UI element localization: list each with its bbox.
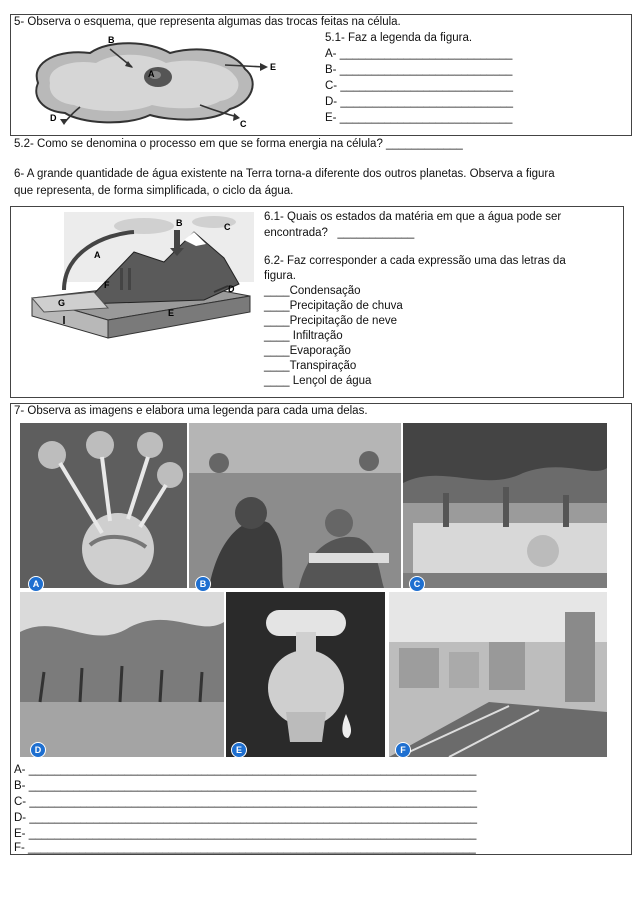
q7-answer-e[interactable]: E- ______________________________________________________________________ (14, 828, 477, 840)
q6-item-lencol[interactable]: ____ Lençol de água (264, 375, 372, 387)
image-d-trees-wind (20, 592, 224, 757)
q6-item-neve[interactable]: ____Precipitação de neve (264, 315, 397, 327)
cell-letter-a: A (148, 69, 155, 79)
q6-1-line1: 6.1- Quais os estados da matéria em que a água pode ser (264, 211, 562, 223)
image-a-badge: A (28, 576, 44, 592)
q6-intro-line2: que representa, de forma simplificada, o ciclo da água. (14, 185, 294, 197)
cell-letter-b: B (108, 35, 115, 45)
image-b-people-table (189, 423, 401, 588)
image-c-factories (403, 423, 607, 588)
water-cycle-diagram (24, 212, 256, 342)
cycle-letter-f: F (104, 280, 110, 290)
q7-answer-c[interactable]: C- ______________________________________________________________________ (14, 796, 478, 808)
q6-item-evaporacao[interactable]: ____Evaporação (264, 345, 351, 357)
image-f-badge: F (395, 742, 411, 758)
image-e-earth-tap (226, 592, 385, 757)
q5-1-title: 5.1- Faz a legenda da figura. (325, 32, 473, 44)
q5-legend-b[interactable]: B- ___________________________ (325, 64, 513, 76)
image-a-polluted-earth (20, 423, 187, 588)
cycle-letter-e: E (168, 308, 175, 318)
q6-item-infiltracao[interactable]: ____ Infiltração (264, 330, 343, 342)
q6-item-condensacao[interactable]: ____Condensação (264, 285, 361, 297)
cycle-letter-g: G (58, 298, 66, 308)
cycle-letter-c: C (224, 222, 231, 232)
image-b-badge: B (195, 576, 211, 592)
q5-legend-a[interactable]: A- ___________________________ (325, 48, 513, 60)
q5-title: 5- Observa o esquema, que representa algumas das trocas feitas na célula. (14, 16, 401, 28)
q6-intro-line1: 6- A grande quantidade de água existente na Terra torna-a diferente dos outros planetas. Observa a figura (14, 168, 555, 180)
q7-answer-b[interactable]: B- ______________________________________________________________________ (14, 780, 477, 792)
q5-legend-d[interactable]: D- ___________________________ (325, 96, 514, 108)
image-c-badge: C (409, 576, 425, 592)
q7-answer-d[interactable]: D- ______________________________________________________________________ (14, 812, 478, 824)
cell-letter-d: D (50, 113, 57, 123)
cell-exchange-diagram (20, 31, 320, 129)
cycle-letter-a: A (94, 250, 101, 260)
cycle-letter-d: D (228, 284, 235, 294)
q7-answer-a[interactable]: A- ______________________________________________________________________ (14, 764, 477, 776)
q7-answer-f[interactable]: F- ______________________________________________________________________ (14, 842, 476, 854)
q6-2-line2: figura. (264, 270, 296, 282)
q7-title: 7- Observa as imagens e elabora uma legenda para cada uma delas. (14, 405, 368, 417)
image-d-badge: D (30, 742, 46, 758)
cell-letter-e: E (270, 62, 277, 72)
cycle-letter-b: B (176, 218, 183, 228)
q5-2-text: 5.2- Como se denomina o processo em que se forma energia na célula? ____________ (14, 138, 463, 150)
q6-item-chuva[interactable]: ____Precipitação de chuva (264, 300, 403, 312)
q5-legend-e[interactable]: E- ___________________________ (325, 112, 513, 124)
cell-letter-c: C (240, 119, 247, 129)
q6-1-line2[interactable]: encontrada? ____________ (264, 227, 415, 239)
image-f-city (389, 592, 607, 757)
image-e-badge: E (231, 742, 247, 758)
q6-2-line1: 6.2- Faz corresponder a cada expressão uma das letras da (264, 255, 566, 267)
q6-item-transpiracao[interactable]: ____Transpiração (264, 360, 357, 372)
q5-legend-c[interactable]: C- ___________________________ (325, 80, 514, 92)
